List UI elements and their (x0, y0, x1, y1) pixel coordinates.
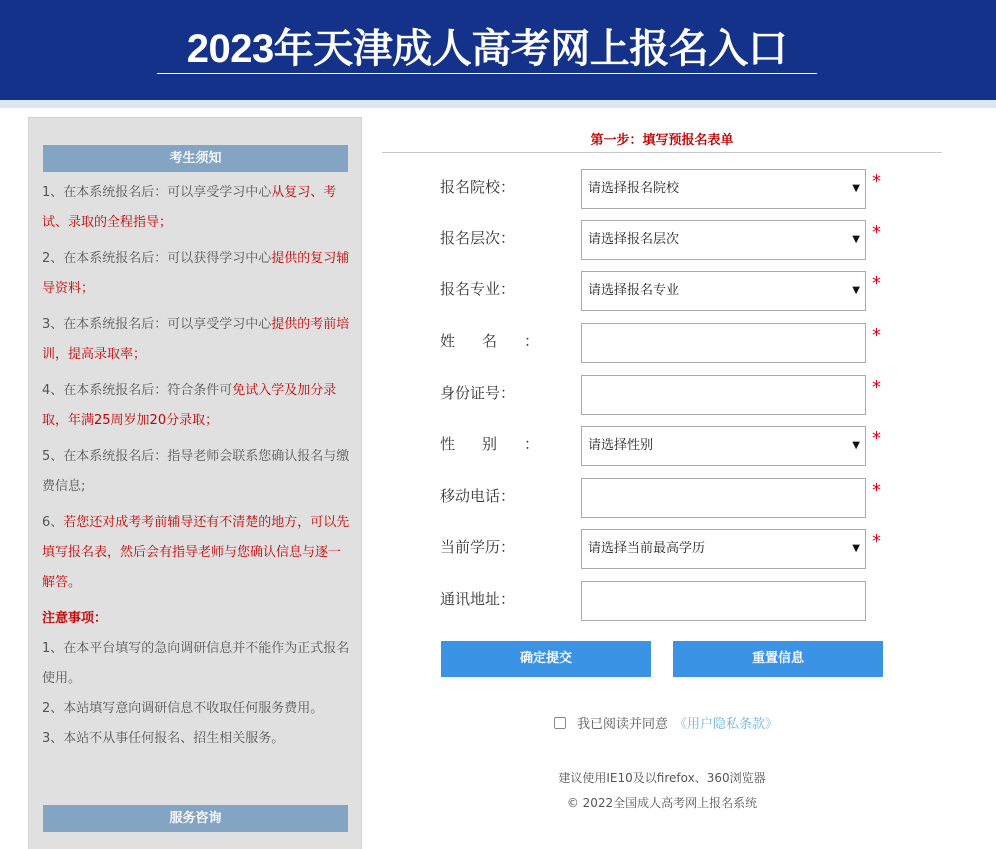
field-major (440, 271, 900, 311)
required-star-icon: * (872, 171, 881, 192)
field-address (440, 581, 900, 621)
agree-row (554, 713, 778, 732)
level-select[interactable]: 请选择报名层次 ▼ (581, 220, 866, 260)
header-divider (0, 100, 996, 108)
field-label: 当前学历： (440, 538, 516, 556)
field-id-number (440, 375, 900, 415)
notice-item: 2、在本系统报名后：可以获得学习中心提供的复习辅导资料； (42, 251, 350, 296)
required-star-icon: * (872, 531, 881, 552)
notice-item: 6、若您还对成考考前辅导还有不清楚的地方，可以先填写报名表，然后会有指导老师与您确认信息与逐一解答。 (42, 515, 350, 590)
note-item: 3、本站不从事任何报名、招生相关服务。 (42, 731, 285, 746)
note-item: 1、在本平台填写的急向调研信息并不能作为正式报名使用。 (42, 641, 350, 686)
field-phone (440, 478, 900, 518)
field-label: 报名专业： (440, 280, 516, 298)
browser-tip: 建议使用IE10及以firefox、360浏览器 (558, 771, 766, 785)
agree-checkbox[interactable] (554, 717, 566, 729)
notice-item: 4、在本系统报名后：符合条件可免试入学及加分录取，年满25周岁加20分录取； (42, 383, 337, 428)
school-select[interactable]: 请选择报名院校 ▼ (581, 169, 866, 209)
required-star-icon: * (872, 377, 881, 398)
education-select[interactable]: 请选择当前最高学历 ▼ (581, 529, 866, 569)
field-education (440, 529, 900, 569)
gender-select[interactable]: 请选择性别 ▼ (581, 426, 866, 466)
required-star-icon: * (872, 222, 881, 243)
dropdown-arrow-icon: ▼ (852, 183, 860, 194)
notice-item: 1、在本系统报名后：可以享受学习中心从复习、考试、录取的全程指导； (42, 185, 337, 230)
agree-text: 我已阅读并同意 (577, 717, 669, 732)
field-gender (440, 426, 900, 466)
field-label: 报名层次： (440, 229, 516, 247)
notice-list (42, 178, 350, 754)
dropdown-arrow-icon: ▼ (852, 440, 860, 451)
required-star-icon: * (872, 325, 881, 346)
field-name (440, 323, 900, 363)
notes-list (42, 634, 350, 754)
reset-button[interactable]: 重置信息 (673, 641, 883, 677)
field-label: 通讯地址： (440, 590, 516, 608)
field-label: 移动电话： (440, 487, 516, 505)
required-star-icon: * (872, 273, 881, 294)
sidebar (28, 117, 362, 849)
required-star-icon: * (872, 428, 881, 449)
major-select[interactable]: 请选择报名专业 ▼ (581, 271, 866, 311)
note-item: 2、本站填写意向调研信息不收取任何服务费用。 (42, 701, 324, 716)
registration-form (382, 117, 942, 810)
field-label: 报名院校： (440, 178, 516, 196)
service-heading: 服务咨询 (43, 805, 348, 832)
submit-button[interactable]: 确定提交 (441, 641, 651, 677)
step-title: 第一步：填写预报名表单 (382, 132, 942, 153)
header-banner (0, 0, 996, 100)
dropdown-arrow-icon: ▼ (852, 234, 860, 245)
field-label: 性别： (440, 435, 567, 453)
notice-heading: 考生须知 (43, 145, 348, 172)
dropdown-arrow-icon: ▼ (852, 543, 860, 554)
privacy-link[interactable]: 《用户隐私条款》 (674, 717, 779, 732)
field-label: 身份证号： (440, 384, 516, 402)
notes-heading: 注意事项： (42, 611, 108, 626)
address-input[interactable] (581, 581, 866, 621)
field-level (440, 220, 900, 260)
field-label: 姓名： (440, 332, 567, 350)
phone-input[interactable] (581, 478, 866, 518)
field-school (440, 169, 900, 209)
id-number-input[interactable] (581, 375, 866, 415)
page-title: 2023年天津成人高考网上报名入口 (157, 26, 817, 74)
copyright: © 2022全国成人高考网上报名系统 (566, 796, 758, 810)
dropdown-arrow-icon: ▼ (852, 285, 860, 296)
required-star-icon: * (872, 480, 881, 501)
notice-item: 3、在本系统报名后：可以享受学习中心提供的考前培训，提高录取率； (42, 317, 350, 362)
notice-item: 5、在本系统报名后：指导老师会联系您确认报名与缴费信息; (42, 449, 350, 494)
name-input[interactable] (581, 323, 866, 363)
